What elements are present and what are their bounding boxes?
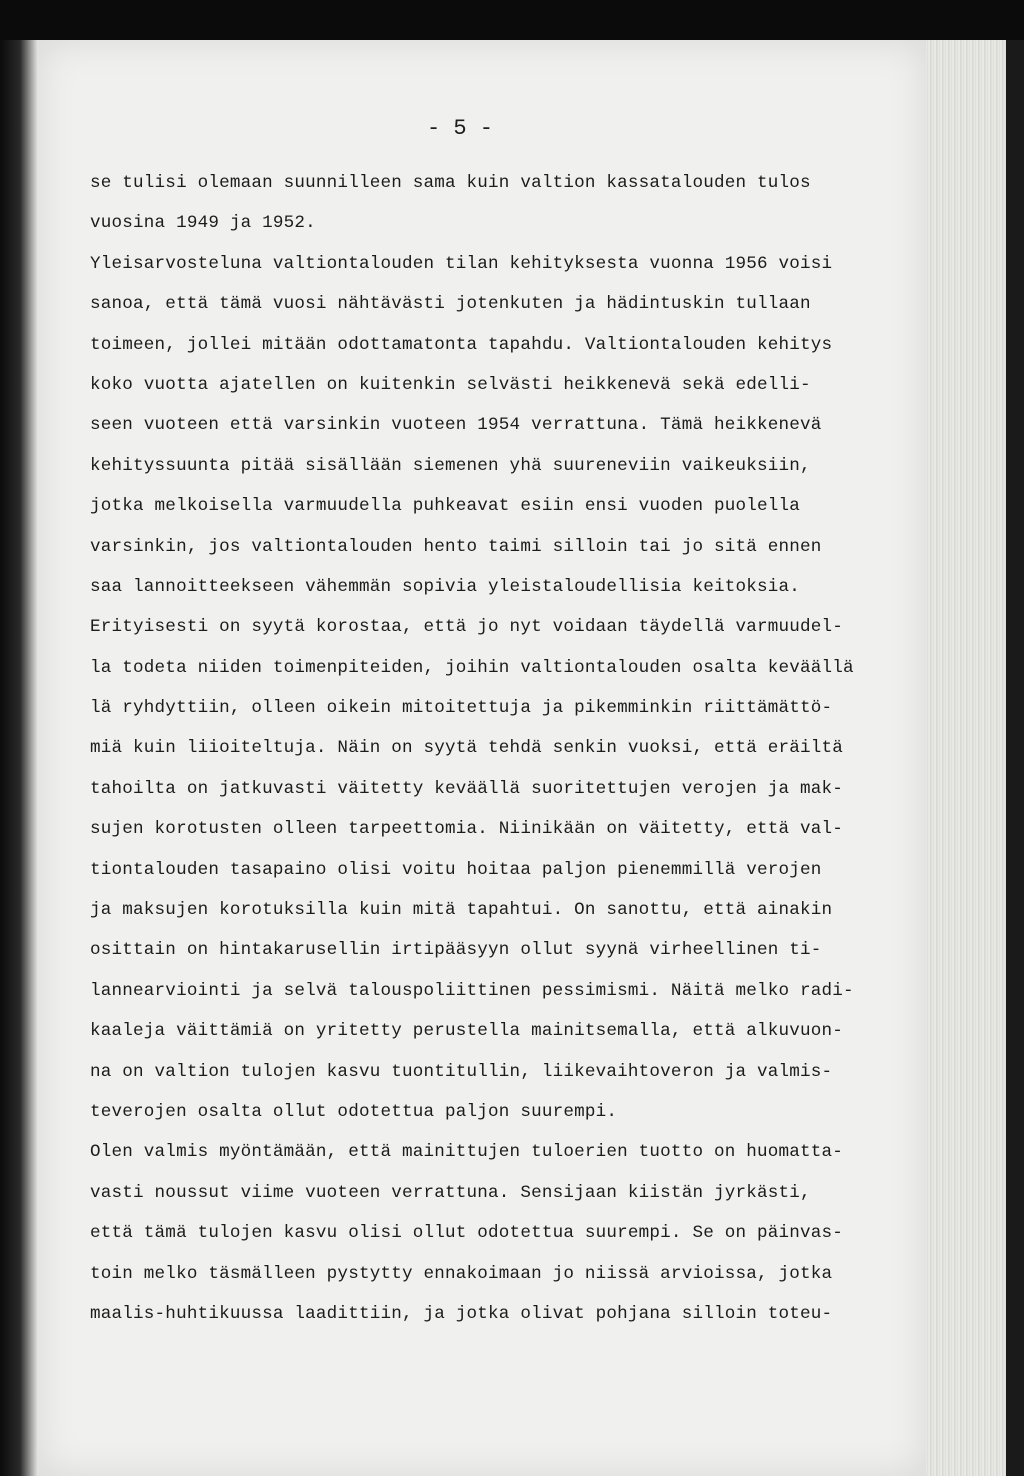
text-line: sujen korotusten olleen tarpeettomia. Niinikään on väitetty, että val- bbox=[90, 819, 844, 840]
text-line: jotka melkoisella varmuudella puhkeavat esiin ensi vuoden puolella bbox=[90, 496, 801, 517]
text-line: tahoilta on jatkuvasti väitetty keväällä suoritettujen verojen ja mak- bbox=[90, 778, 844, 799]
text-line: kaaleja väittämiä on yritetty perustella mainitsemalla, että alkuvuon- bbox=[90, 1021, 844, 1042]
text-line: ja maksujen korotuksilla kuin mitä tapahtui. On sanottu, että ainakin bbox=[90, 900, 833, 921]
stacked-page-edges bbox=[926, 40, 1024, 1476]
text-line: varsinkin, jos valtiontalouden hento taimi silloin tai jo sitä ennen bbox=[90, 536, 822, 557]
text-line: la todeta niiden toimenpiteiden, joihin valtiontalouden osalta keväällä bbox=[90, 657, 854, 678]
body-text bbox=[90, 163, 920, 1334]
text-line: vuosina 1949 ja 1952. bbox=[90, 213, 316, 234]
book-gutter bbox=[0, 40, 38, 1476]
text-line: saa lannoitteekseen vähemmän sopivia yleistaloudellisia keitoksia. bbox=[90, 576, 801, 597]
text-line: na on valtion tulojen kasvu tuontitullin, liikevaihtoveron ja valmis- bbox=[90, 1061, 833, 1082]
text-line: lannearviointi ja selvä talouspoliittinen pessimismi. Näitä melko radi- bbox=[90, 980, 854, 1001]
text-line: se tulisi olemaan suunnilleen sama kuin valtion kassatalouden tulos bbox=[90, 173, 811, 193]
page-number: - 5 - bbox=[426, 116, 493, 141]
text-line: osittain on hintakarusellin irtipääsyyn ollut syynä virheellinen ti- bbox=[90, 940, 822, 961]
text-line: seen vuoteen että varsinkin vuoteen 1954 verrattuna. Tämä heikkenevä bbox=[90, 415, 822, 436]
text-line: Erityisesti on syytä korostaa, että jo nyt voidaan täydellä varmuudel- bbox=[90, 617, 844, 638]
text-line: lä ryhdyttiin, olleen oikein mitoitettuja ja pikemminkin riittämättö- bbox=[90, 698, 833, 719]
text-line: koko vuotta ajatellen on kuitenkin selvästi heikkenevä sekä edelli- bbox=[90, 374, 811, 395]
text-line: kehityssuunta pitää sisällään siemenen yhä suureneviin vaikeuksiin, bbox=[90, 455, 811, 476]
text-line: Olen valmis myöntämään, että mainittujen tuloerien tuotto on huomatta- bbox=[90, 1142, 844, 1163]
text-line: miä kuin liioiteltuja. Näin on syytä tehdä senkin vuoksi, että eräiltä bbox=[90, 738, 844, 759]
text-line: Yleisarvosteluna valtiontalouden tilan kehityksesta vuonna 1956 voisi bbox=[90, 253, 833, 274]
text-line: toimeen, jollei mitään odottamatonta tapahdu. Valtiontalouden kehitys bbox=[90, 334, 833, 355]
text-line: että tämä tulojen kasvu olisi ollut odotettua suurempi. Se on päinvas- bbox=[90, 1223, 844, 1244]
text-line: toin melko täsmälleen pystytty ennakoimaan jo niissä arvioissa, jotka bbox=[90, 1263, 833, 1284]
text-line: maalis-huhtikuussa laadittiin, ja jotka olivat pohjana silloin toteu- bbox=[90, 1303, 833, 1324]
text-line: vasti noussut viime vuoteen verrattuna. Sensijaan kiistän jyrkästi, bbox=[90, 1182, 811, 1203]
text-line: teverojen osalta ollut odotettua paljon suurempi. bbox=[90, 1101, 618, 1122]
text-line: sanoa, että tämä vuosi nähtävästi jotenkuten ja hädintuskin tullaan bbox=[90, 294, 811, 315]
text-line: tiontalouden tasapaino olisi voitu hoitaa paljon pienemmillä verojen bbox=[90, 859, 822, 880]
